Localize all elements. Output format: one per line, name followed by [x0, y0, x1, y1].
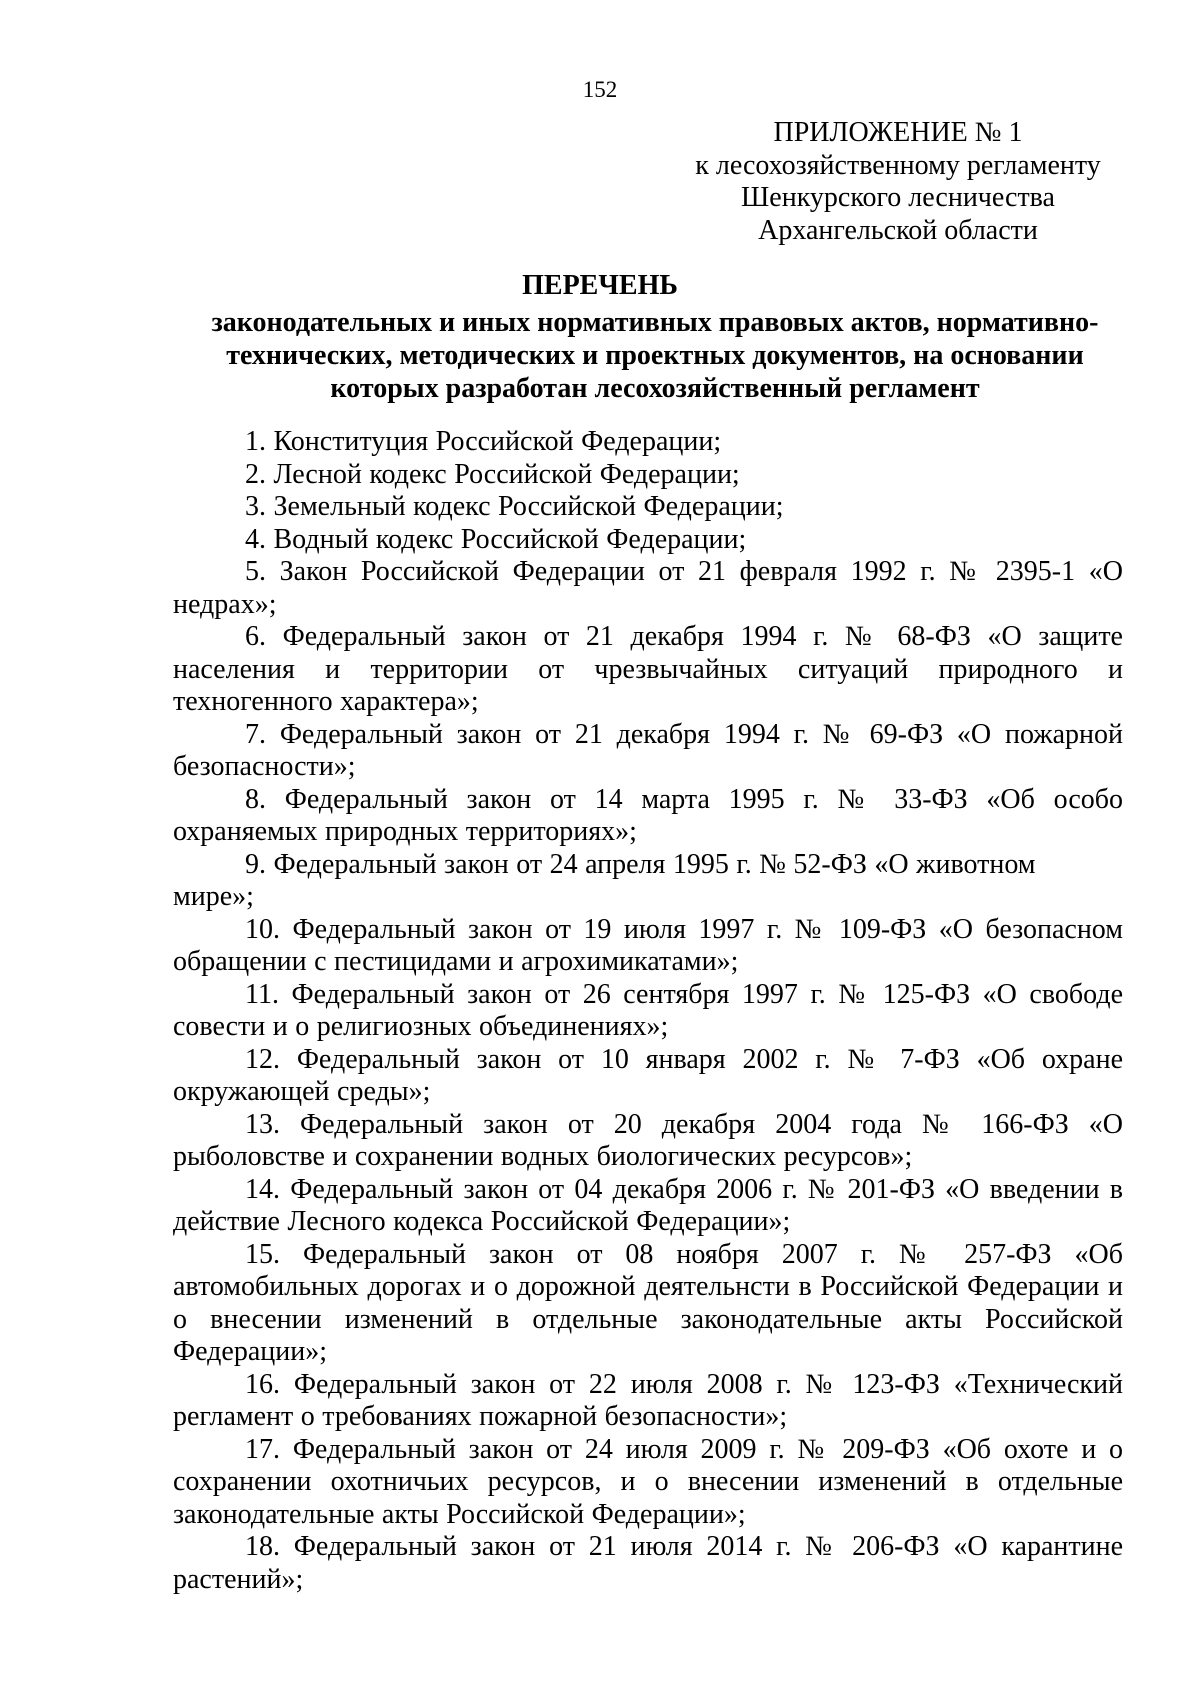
- list-item: 17. Федеральный закон от 24 июля 2009 г. № 209-ФЗ «Об охоте и о сохранении охотничьих ресурсов, и о внесении изменений в отдельные законодательные акты Российской Федерации»;: [173, 1433, 1123, 1530]
- list-item: 14. Федеральный закон от 04 декабря 2006 г. № 201-ФЗ «О введении в действие Лесного кодекса Российской Федерации»;: [173, 1173, 1123, 1237]
- list-item: 7. Федеральный закон от 21 декабря 1994 г. № 69-ФЗ «О пожарной безопасности»;: [173, 718, 1123, 782]
- appendix-line: Архангельской области: [758, 214, 1038, 246]
- appendix-line: Шенкурского лесничества: [741, 182, 1055, 213]
- list-item: 6. Федеральный закон от 21 декабря 1994 г. № 68-ФЗ «О защите населения и территории от чрезвычайных ситуаций природного и техногенного характера»;: [173, 621, 1123, 717]
- appendix-header: [688, 117, 1108, 247]
- list-item: 9. Федеральный закон от 24 апреля 1995 г. № 52-ФЗ «О животном мире»;: [173, 848, 1036, 912]
- list-item: 13. Федеральный закон от 20 декабря 2004 года № 166-ФЗ «О рыболовстве и сохранении водных биологических ресурсов»;: [173, 1108, 1123, 1172]
- list-item: 3. Земельный кодекс Российской Федерации;: [245, 491, 784, 522]
- list-item: 10. Федеральный закон от 19 июля 1997 г. № 109-ФЗ «О безопасном обращении с пестицидами и агрохимикатами»;: [173, 913, 1123, 977]
- list-item: 5. Закон Российской Федерации от 21 февраля 1992 г. № 2395-1 «О недрах»;: [173, 556, 1123, 620]
- list-item: 8. Федеральный закон от 14 марта 1995 г. № 33-ФЗ «Об особо охраняемых природных территориях»;: [173, 783, 1123, 847]
- list-item: 2. Лесной кодекс Российской Федерации;: [245, 458, 740, 490]
- list-item: 16. Федеральный закон от 22 июля 2008 г. № 123-ФЗ «Технический регламент о требованиях пожарной безопасности»;: [173, 1368, 1123, 1432]
- document-title: ПЕРЕЧЕНЬ: [522, 270, 678, 301]
- list-item: 15. Федеральный закон от 08 ноября 2007 г. № 257-ФЗ «Об автомобильных дорогах и о дорожной деятельнсти в Российской Федерации и о внесении изменений в отдельные законодательные акты Российской Федерации»;: [173, 1238, 1123, 1367]
- list-item: 11. Федеральный закон от 26 сентября 1997 г. № 125-ФЗ «О свободе совести и о религиозных объединениях»;: [173, 978, 1123, 1042]
- list-item: 12. Федеральный закон от 10 января 2002 г. № 7-ФЗ «Об охране окружающей среды»;: [173, 1043, 1123, 1107]
- appendix-line: к лесохозяйственному регламенту: [695, 149, 1101, 181]
- list-item: 18. Федеральный закон от 21 июля 2014 г. № 206-ФЗ «О карантине растений»;: [173, 1531, 1123, 1595]
- acts-list: [173, 426, 1123, 1596]
- page-number: 152: [582, 77, 618, 102]
- document-subtitle: законодательных и иных нормативных правовых актов, нормативно-технических, методических и проектных документов, на основании которых разработан лесохозяйственный регламент: [211, 307, 1099, 404]
- appendix-title: ПРИЛОЖЕНИЕ № 1: [773, 117, 1023, 148]
- list-item: 4. Водный кодекс Российской Федерации;: [245, 523, 747, 555]
- list-item: 1. Конституция Российской Федерации;: [245, 426, 722, 457]
